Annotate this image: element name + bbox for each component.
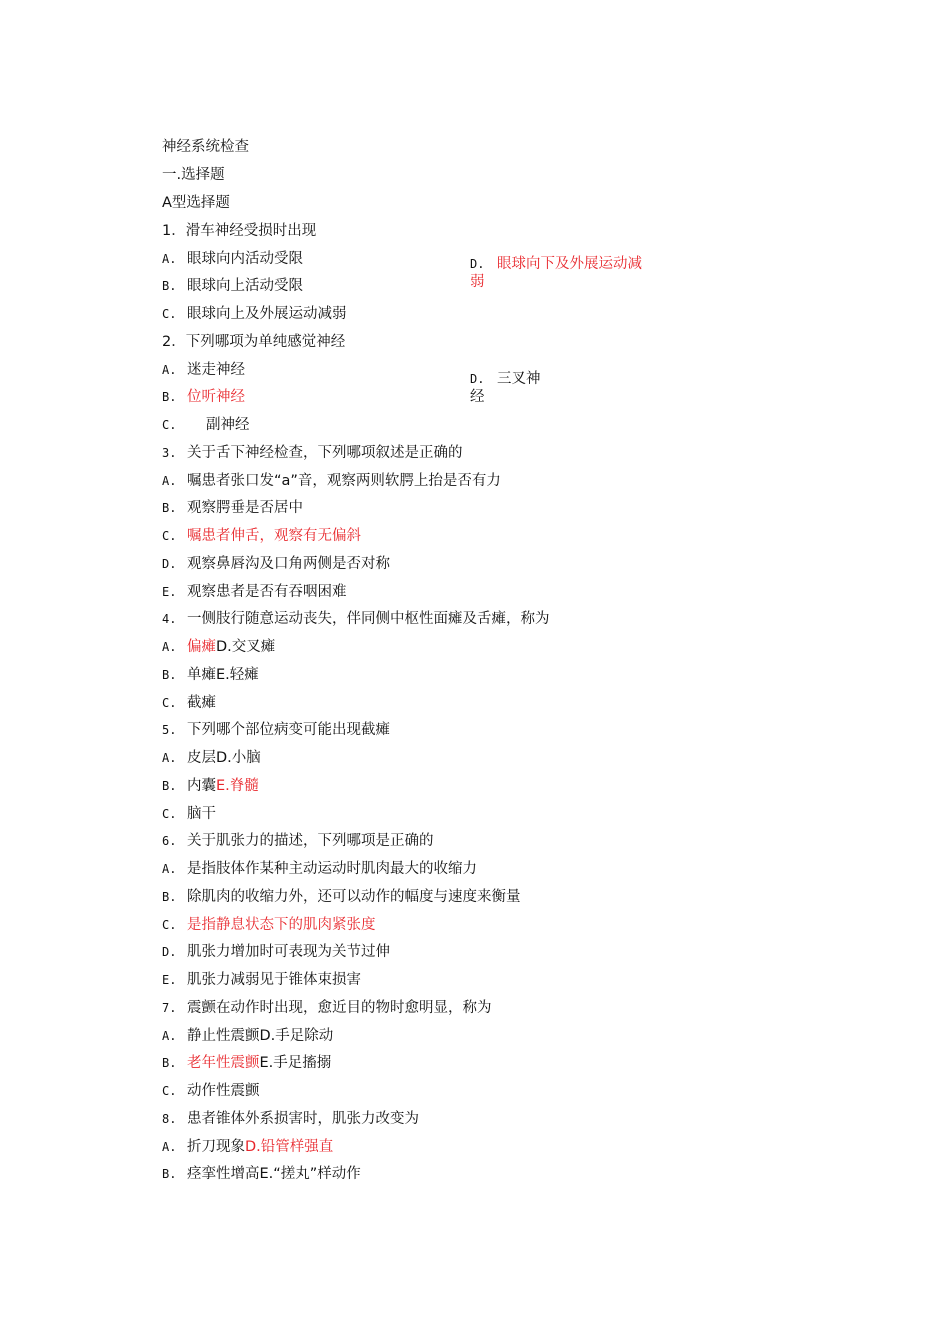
option-label: A. [162,640,177,654]
q3-option-d [162,555,390,573]
option-label: C. [162,307,177,321]
q4-option-b [162,666,259,684]
option-label: A. [162,252,177,266]
option-text-wrap: 经 [470,389,485,405]
option-text: 除肌肉的收缩力外，还可以动作的幅度与速度来衡量 [187,889,521,905]
q3-option-a [162,472,501,490]
q2-option-c [162,416,250,434]
option-text: 静止性震颤 [187,1028,260,1044]
option-text: 观察鼻唇沟及口角两侧是否对称 [187,556,390,572]
option-text-correct: 眼球向下及外展运动减 [497,256,642,272]
option-label: C. [162,696,177,710]
option-label: C. [162,807,177,821]
option-inline: D.小脑 [216,750,261,766]
option-text-wrap: 弱 [470,274,485,290]
option-text: 肌张力减弱见于锥体束损害 [187,972,361,988]
option-label: D. [470,372,485,386]
option-text: 单瘫 [187,667,216,683]
option-label: C. [162,1084,177,1098]
q1-option-a [162,250,303,268]
q7-option-b [162,1054,331,1072]
option-text: 三叉神 [497,371,541,387]
question-number: 4. [162,612,177,626]
q3-option-e [162,583,347,601]
question-number: 3. [162,446,177,460]
q2-option-a [162,361,245,379]
option-text: 观察患者是否有吞咽困难 [187,584,347,600]
q4-option-c [162,694,216,712]
question-number: 6. [162,834,177,848]
option-label: C. [162,418,177,432]
question-3-stem [162,444,463,462]
q6-option-b [162,888,521,906]
option-label: B. [162,501,177,515]
q2-option-d [470,370,541,406]
document-title: 神经系统检查 [162,139,249,155]
option-inline-correct: D.铅管样强直 [245,1139,334,1155]
option-label: B. [162,1056,177,1070]
q8-option-a [162,1138,333,1156]
option-text: 内囊 [187,778,216,794]
option-label: C. [162,529,177,543]
q5-option-c [162,805,216,823]
option-label: D. [162,557,177,571]
q5-option-b [162,777,259,795]
option-inline: E.“搓丸”样动作 [259,1166,361,1182]
option-inline: E.手足搐搦 [259,1055,332,1071]
option-text-correct: 嘱患者伸舌，观察有无偏斜 [187,528,361,544]
question-text: 下列哪个部位病变可能出现截瘫 [187,722,390,738]
q3-option-c [162,527,361,545]
q6-option-a [162,860,477,878]
question-5-stem [162,721,390,739]
option-label: B. [162,390,177,404]
option-label: C. [162,918,177,932]
option-label: B. [162,890,177,904]
q7-option-a [162,1027,333,1045]
q4-option-a [162,638,275,656]
q7-option-c [162,1082,260,1100]
option-text: 眼球向内活动受限 [187,251,303,267]
question-text: 患者锥体外系损害时，肌张力改变为 [187,1111,419,1127]
subsection-heading: A型选择题 [162,195,230,211]
option-text-correct: 位听神经 [187,389,245,405]
option-label: D. [470,257,485,271]
question-number: 5. [162,723,177,737]
option-inline: E.轻瘫 [216,667,259,683]
option-text: 副神经 [206,417,250,433]
option-text: 迷走神经 [187,362,245,378]
option-label: A. [162,1029,177,1043]
option-inline: D.交叉瘫 [216,639,276,655]
q6-option-d [162,943,390,961]
option-text: 眼球向上活动受限 [187,278,303,294]
question-number: 8. [162,1112,177,1126]
question-8-stem [162,1110,419,1128]
option-text: 痉挛性增高 [187,1166,260,1182]
option-label: B. [162,279,177,293]
option-text-correct: 是指静息状态下的肌肉紧张度 [187,917,376,933]
option-label: A. [162,474,177,488]
option-inline: D.手足除动 [259,1028,334,1044]
question-2-stem: 2．下列哪项为单纯感觉神经 [162,334,346,350]
option-text: 折刀现象 [187,1139,245,1155]
question-6-stem [162,832,434,850]
q2-option-b [162,388,245,406]
option-text: 脑干 [187,806,216,822]
question-4-stem [162,610,550,628]
section-heading: 一.选择题 [162,167,225,183]
option-label: A. [162,862,177,876]
option-text-correct: 老年性震颤 [187,1055,260,1071]
option-label: A. [162,1140,177,1154]
question-1-stem: 1．滑车神经受损时出现 [162,223,317,239]
question-text: 关于舌下神经检查，下列哪项叙述是正确的 [187,445,463,461]
option-label: A. [162,363,177,377]
option-text: 动作性震颤 [187,1083,260,1099]
q6-option-e [162,971,361,989]
q8-option-b [162,1165,361,1183]
q6-option-c [162,916,376,934]
question-text: 关于肌张力的描述，下列哪项是正确的 [187,833,434,849]
option-text-correct: 偏瘫 [187,639,216,655]
option-label: B. [162,1167,177,1181]
option-inline-correct: E.脊髓 [216,778,259,794]
q3-option-b [162,499,303,517]
option-text: 肌张力增加时可表现为关节过伸 [187,944,390,960]
option-text: 眼球向上及外展运动减弱 [187,306,347,322]
q1-option-c [162,305,347,323]
option-label: A. [162,751,177,765]
option-label: E. [162,585,177,599]
question-7-stem [162,999,492,1017]
option-label: B. [162,779,177,793]
q1-option-d [470,255,642,291]
option-text: 截瘫 [187,695,216,711]
option-text: 是指肢体作某种主动运动时肌肉最大的收缩力 [187,861,477,877]
option-label: B. [162,668,177,682]
option-label: D. [162,945,177,959]
q5-option-a [162,749,261,767]
question-text: 震颤在动作时出现，愈近目的物时愈明显，称为 [187,1000,492,1016]
option-text: 嘱患者张口发“a”音，观察两则软腭上抬是否有力 [187,473,501,489]
option-text: 观察腭垂是否居中 [187,500,303,516]
question-number: 7. [162,1001,177,1015]
option-text: 皮层 [187,750,216,766]
q1-option-b [162,277,303,295]
question-text: 一侧肢行随意运动丧失，伴同侧中枢性面瘫及舌瘫，称为 [187,611,550,627]
option-label: E. [162,973,177,987]
